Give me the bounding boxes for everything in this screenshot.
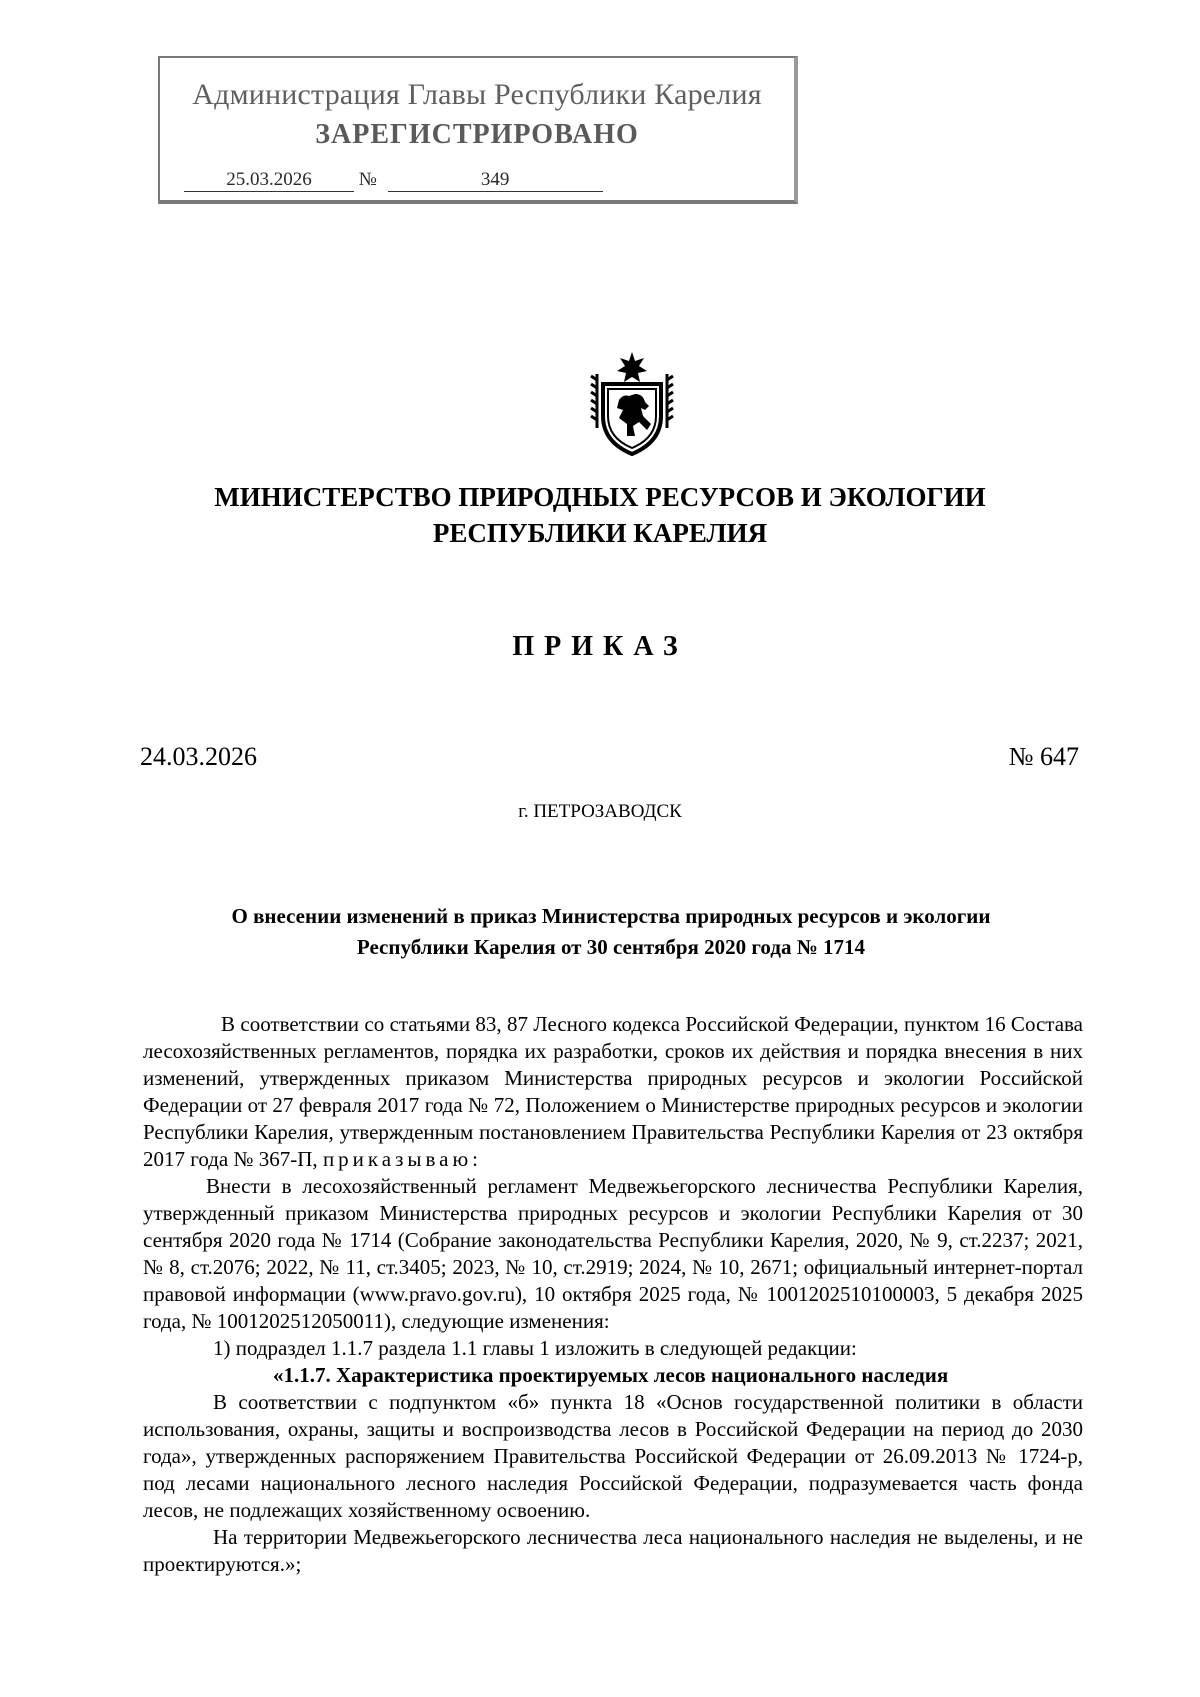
stamp-authority: Администрация Главы Республики Карелия [192, 78, 762, 111]
item-1-paragraph: 1) подраздел 1.1.7 раздела 1.1 главы 1 изложить в следующей редакции: [213, 1336, 857, 1360]
order-word: приказываю: [322, 1147, 483, 1171]
stamp-registration-row [184, 169, 603, 192]
ministry-title [0, 479, 1200, 551]
karelia-coat-of-arms-icon [589, 350, 675, 458]
order-subject [140, 901, 1082, 963]
preamble-text: В соответствии со статьями 83, 87 Лесного кодекса Российской Федерации, пунктом 16 Состава лесохозяйственных регламентов, порядка их разработки, сроков их действия и порядка внесения в них изменений, утвержденных приказом Министерства природных ресурсов и экологии Российской Федерации от 27 февраля 2017 года № 72, Положением о Министерстве природных ресурсов и экологии Республики Карелия, утвержденным постановлением Правительства Республики Карелия от 23 октября 2017 года № 367-П, [143, 1012, 1083, 1171]
document-type: ПРИКАЗ [512, 631, 688, 662]
amendment-paragraph: Внести в лесохозяйственный регламент Медвежьегорского лесничества Республики Карелия, утвержденный приказом Министерства природных ресурсов и экологии Республики Карелия от 30 сентября 2020 года № 1714 (Собрание законодательства Республики Карелия, 2020, № 9, ст.2237; 2021, № 8, ст.2076; 2022, № 11, ст.3405; 2023, № 10, ст.2919; 2024, № 10, 2671; официальный интернет-портал правовой информации (www.pravo.gov.ru), 10 октября 2025 года, № 1001202510100003, 5 декабря 2025 года, № 1001202512050011), следующие изменения: [143, 1174, 1083, 1333]
registration-stamp [158, 56, 798, 204]
subject-line-1: О внесении изменений в приказ Министерства природных ресурсов и экологии [231, 904, 991, 928]
section-paragraph-1: В соответствии с подпунктом «б» пункта 18 «Основ государственной политики в области использования, охраны, защиты и воспроизводства лесов в Российской Федерации на период до 2030 года», утвержденных распоряжением Правительства Российской Федерации от 26.09.2013 № 1724-р, под лесами национального лесного наследия Российской Федерации, подразумевается часть фонда лесов, не подлежащих хозяйственному освоению. [143, 1390, 1083, 1522]
order-date: 24.03.2026 [140, 742, 257, 771]
section-paragraph-2: На территории Медвежьегорского лесничества леса национального наследия не выделены, и не проектируются.»; [143, 1525, 1083, 1576]
stamp-number: 349 [388, 169, 603, 192]
ministry-line-2: РЕСПУБЛИКИ КАРЕЛИЯ [432, 518, 768, 548]
stamp-registered: ЗАРЕГИСТРИРОВАНО [315, 119, 639, 150]
order-number: № 647 [1008, 742, 1079, 771]
preamble-paragraph [143, 1011, 1083, 1173]
stamp-date: 25.03.2026 [184, 169, 354, 192]
stamp-number-label: № [358, 169, 377, 190]
ministry-line-1: МИНИСТЕРСТВО ПРИРОДНЫХ РЕСУРСОВ И ЭКОЛОГИИ [214, 482, 986, 512]
subject-line-2: Республики Карелия от 30 сентября 2020 года № 1714 [356, 935, 866, 959]
order-body [143, 1011, 1083, 1578]
city: г. ПЕТРОЗАВОДСК [518, 801, 682, 822]
section-heading: «1.1.7. Характеристика проектируемых лесов национального наследия [273, 1363, 949, 1387]
